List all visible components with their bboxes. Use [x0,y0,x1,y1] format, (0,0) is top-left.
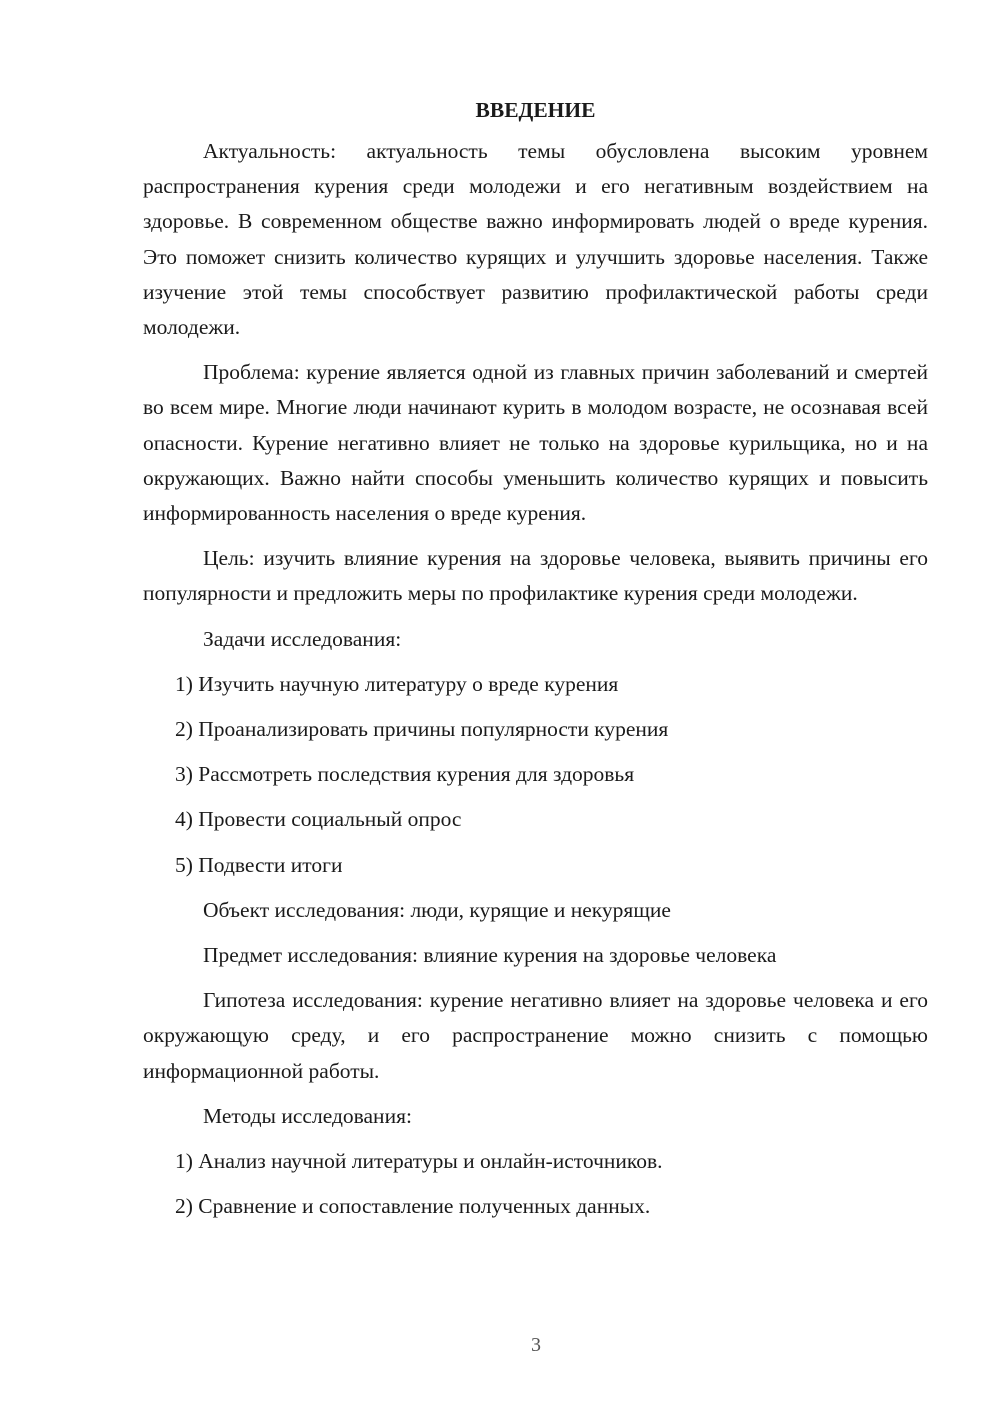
methods-title: Методы исследования: [203,1103,412,1128]
section-heading: ВВЕДЕНИЕ [475,98,596,122]
tasks-title: Задачи исследования: [203,626,402,651]
research-object: Объект исследования: люди, курящие и некурящие [203,897,671,922]
document-page [143,96,928,1234]
page-number: 3 [531,1334,541,1356]
method-item: 1) Анализ научной литературы и онлайн-источников. [175,1149,663,1174]
task-item: 1) Изучить научную литературу о вреде курения [175,671,619,696]
task-item: 3) Рассмотреть последствия курения для здоровья [175,762,635,787]
research-subject: Предмет исследования: влияние курения на здоровье человека [203,943,777,968]
task-item: 5) Подвести итоги [175,852,343,877]
task-item: 4) Провести социальный опрос [175,807,462,832]
problem-paragraph: Проблема: курение является одной из главных причин заболеваний и смертей во всем мире. Многие люди начинают курить в молодом возрасте, не осознавая всей опасности. Курение негативно влияет не только на здоровье курильщика, но и на окружающих. Важно найти способы уменьшить количество курящих и повысить информированность населения о вреде курения. [143,360,928,526]
task-item: 2) Проанализировать причины популярности курения [175,717,669,742]
method-item: 2) Сравнение и сопоставление полученных данных. [175,1194,651,1219]
goal-paragraph: Цель: изучить влияние курения на здоровье человека, выявить причины его популярности и предложить меры по профилактике курения среди молодежи. [143,546,928,606]
hypothesis-paragraph: Гипотеза исследования: курение негативно влияет на здоровье человека и его окружающую среду, и его распространение можно снизить с помощью информационной работы. [143,988,928,1083]
relevance-paragraph: Актуальность: актуальность темы обусловлена высоким уровнем распространения курения среди молодежи и его негативным воздействием на здоровье. В современном обществе важно информировать людей о вреде курения. Это поможет снизить количество курящих и улучшить здоровье населения. Также изучение этой темы способствует развитию профилактической работы среди молодежи. [143,139,928,340]
